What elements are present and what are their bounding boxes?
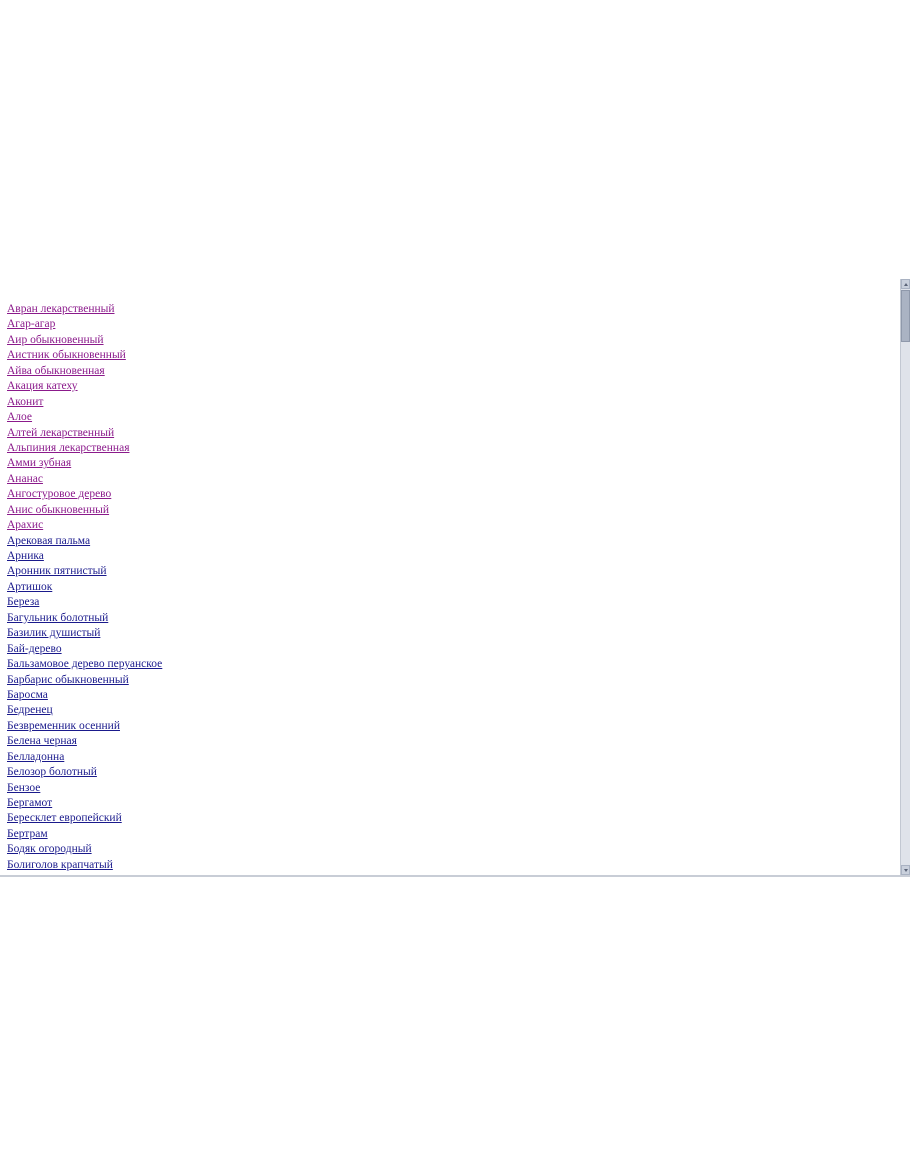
list-item [7, 348, 892, 363]
plant-link[interactable]: Аир обыкновенный [7, 333, 104, 346]
list-item [7, 534, 892, 549]
plant-link[interactable]: Болиголов крапчатый [7, 858, 113, 871]
plant-link[interactable]: Амми зубная [7, 457, 72, 470]
list-item [7, 673, 892, 688]
list-item [7, 379, 892, 394]
list-item [7, 842, 892, 857]
plant-link[interactable]: Бедренец [7, 704, 53, 717]
list-item [7, 317, 892, 332]
list-item [7, 626, 892, 641]
plant-link[interactable]: Альпиния лекарственная [7, 441, 130, 454]
list-item [7, 595, 892, 610]
plant-link[interactable]: Белозор болотный [7, 766, 97, 779]
plant-link[interactable]: Арахис [7, 519, 44, 532]
plant-link[interactable]: Бай-дерево [7, 642, 62, 655]
plant-link[interactable]: Ананас [7, 472, 43, 485]
list-item [7, 734, 892, 749]
plant-link[interactable]: Белладонна [7, 750, 65, 763]
plant-link[interactable]: Айва обыкновенная [7, 364, 105, 377]
plant-link[interactable]: Бергамот [7, 797, 53, 809]
list-item [7, 549, 892, 564]
list-item [7, 487, 892, 502]
list-item [7, 750, 892, 765]
plant-link[interactable]: Ангостуровое дерево [7, 488, 112, 501]
list-item [7, 811, 892, 826]
plant-link[interactable]: Барбарис обыкновенный [7, 673, 129, 686]
plant-link[interactable]: Белена черная [7, 735, 77, 748]
list-item [7, 333, 892, 348]
plant-link[interactable]: Аронник пятнистый [7, 565, 107, 578]
plant-link[interactable]: Аистник обыкновенный [7, 349, 126, 362]
list-item [7, 719, 892, 734]
list-item [7, 642, 892, 657]
plant-link[interactable]: Бальзамовое дерево перуанское [7, 658, 163, 671]
list-item [7, 781, 892, 796]
plant-link[interactable]: Арековая пальма [7, 534, 91, 547]
list-item [7, 410, 892, 425]
list-item [7, 472, 892, 487]
vertical-scrollbar[interactable] [900, 279, 910, 875]
plant-link[interactable]: Аконит [7, 395, 44, 408]
plant-link[interactable]: Баросма [7, 688, 48, 701]
plant-link[interactable]: Агар-агар [7, 318, 56, 331]
list-item [7, 611, 892, 626]
plant-link[interactable]: Алое [7, 411, 33, 424]
plant-link[interactable]: Авран лекарственный [7, 303, 115, 315]
list-item [7, 827, 892, 842]
list-item [7, 441, 892, 456]
list-item [7, 657, 892, 672]
plant-link[interactable]: Багульник болотный [7, 611, 109, 624]
plant-link[interactable]: Береза [7, 596, 40, 609]
list-item [7, 456, 892, 471]
list-item [7, 580, 892, 595]
list-item [7, 302, 892, 317]
plant-link[interactable]: Базилик душистый [7, 627, 101, 640]
plant-link[interactable]: Акация катеху [7, 380, 78, 393]
list-item [7, 564, 892, 579]
list-item [7, 765, 892, 780]
list-item [7, 395, 892, 410]
plant-link[interactable]: Арника [7, 550, 44, 562]
plant-link[interactable]: Безвременник осенний [7, 719, 120, 732]
plant-link[interactable]: Бензое [7, 781, 41, 794]
list-item [7, 796, 892, 811]
plant-list-frame [0, 279, 910, 877]
list-item [7, 426, 892, 441]
scroll-down-arrow-icon[interactable] [901, 865, 910, 875]
plant-list [7, 302, 892, 873]
scroll-thumb[interactable] [901, 290, 910, 342]
plant-link[interactable]: Анис обыкновенный [7, 503, 110, 516]
list-item [7, 364, 892, 379]
plant-link[interactable]: Алтей лекарственный [7, 426, 115, 439]
scroll-up-arrow-icon[interactable] [901, 279, 910, 289]
list-item [7, 858, 892, 873]
list-item [7, 518, 892, 533]
list-item [7, 503, 892, 518]
list-item [7, 703, 892, 718]
plant-link[interactable]: Бодяк огородный [7, 843, 92, 856]
plant-link[interactable]: Бертрам [7, 827, 48, 840]
plant-link[interactable]: Бересклет европейский [7, 812, 122, 825]
list-item [7, 688, 892, 703]
plant-link[interactable]: Артишок [7, 580, 53, 593]
